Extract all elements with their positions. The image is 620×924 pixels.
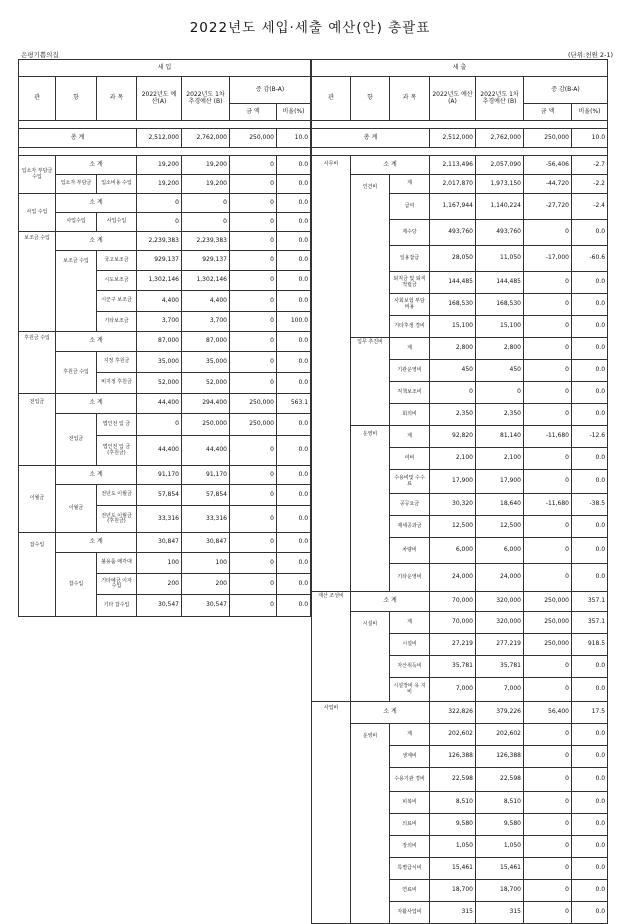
table-row: 수용기관 경비 22,598 22,598 0 0.0	[312, 768, 608, 792]
col-gwan: 관	[312, 77, 351, 121]
organization-name: 은평기쁨의집	[21, 51, 59, 59]
col-budget: 2022년도 예산(A)	[430, 77, 476, 121]
table-row: 시군구 보조금 4,400 4,400 0 0.0	[19, 291, 311, 312]
col-amount: 금 액	[524, 104, 572, 121]
table-row: 시도보조금 1,302,146 1,302,146 0 0.0	[19, 271, 311, 291]
table-row: 잡수입 소 계 30,847 30,847 0 0.0	[19, 533, 311, 553]
table-row: 공공요금 30,320 18,640 -11,680 -38.5	[312, 494, 608, 516]
table-row: 특별급식비 15,461 15,461 0 0.0	[312, 858, 608, 880]
table-row: 후원금 수입 지정 후원금 35,000 35,000 0 0.0	[19, 352, 311, 373]
table-row: 기관운영비 450 450 0 0.0	[312, 360, 608, 382]
table-row: 법인전 입 금 (후원금) 44,400 44,400 0 0.0	[19, 436, 311, 466]
table-row: 직책보조비 0 0 0 0.0	[312, 382, 608, 404]
unit-note: (단위:천원 2-1)	[567, 51, 613, 59]
revenue-total-row: 총 계 2,512,000 2,762,000 250,000 10.0	[19, 129, 311, 148]
table-row: 퇴직금 및 퇴직적립금 144,485 144,485 0 0.0	[312, 272, 608, 294]
col-gwan: 관	[19, 77, 56, 121]
table-row: 인건비 계 2,017,870 1,973,150 -44,720 -2.2	[312, 175, 608, 194]
table-row: 생계비 126,388 126,388 0 0.0	[312, 746, 608, 768]
table-row: 입소자 부담금 입소비용 수입 19,200 19,200 0 0.0	[19, 175, 311, 194]
table-row: 장의비 1,050 1,050 0 0.0	[312, 836, 608, 858]
table-row: 사무비 소 계 2,113,496 2,057,090 -56,406 -2.7	[312, 156, 608, 175]
table-row: 기타예금 이자수입 200 200 0 0.0	[19, 574, 311, 595]
table-row: 기타보조금 3,700 3,700 0 100.0	[19, 312, 311, 332]
table-row: 비지정 후원금 52,000 52,000 0 0.0	[19, 373, 311, 394]
table-row: 전년도 이월금 (후원금) 33,316 33,316 0 0.0	[19, 506, 311, 533]
table-row: 이월금 소 계 91,170 91,170 0 0.0	[19, 466, 311, 485]
expense-section-title: 세 출	[312, 60, 608, 77]
col-budget: 2022년도 예산(A)	[137, 77, 182, 121]
table-row: 일용잡급 28,050 11,050 -17,000 -60.6	[312, 246, 608, 272]
col-amount: 금 액	[230, 104, 277, 121]
col-change: 증 감(B-A)	[524, 77, 608, 104]
table-row: 시설비 계 70,000 320,000 250,000 357.1	[312, 612, 608, 634]
table-row: 입소자 부담금 수입 소 계 19,200 19,200 0 0.0	[19, 156, 311, 175]
table-row: 제세공과금 12,500 12,500 0 0.0	[312, 516, 608, 538]
col-supp-budget: 2022년도 1차추경예산 (B)	[182, 77, 230, 121]
table-row: 사업수입 사업수입 0 0 0 0.0	[19, 213, 311, 232]
table-row: 시설장비 유 지 비 7,000 7,000 0 0.0	[312, 678, 608, 702]
table-row: 기타후생 경비 15,100 15,100 0 0.0	[312, 316, 608, 338]
table-row: 잡수입 불용품 매각대 100 100 0 0.0	[19, 553, 311, 574]
table-row: 기타운영비 24,000 24,000 0 0.0	[312, 564, 608, 592]
table-row: 여비 2,100 2,100 0 0.0	[312, 448, 608, 470]
table-row: 사업비 소 계 322,826 379,226 56,400 17.5	[312, 702, 608, 724]
table-row: 회의비 2,350 2,350 0 0.0	[312, 404, 608, 426]
table-row: 제수당 493,760 493,760 0 0.0	[312, 220, 608, 246]
table-row: 사업 수입 소 계 0 0 0 0.0	[19, 194, 311, 213]
table-row: 전입금 소 계 44,400 294,400 250,000 563.1	[19, 394, 311, 414]
revenue-section-title: 세 입	[19, 60, 311, 77]
table-row: 차량비 6,000 6,000 0 0.0	[312, 538, 608, 564]
table-row: 전입금 법인전 입 금 0 250,000 250,000 0.0	[19, 414, 311, 436]
expense-total-row: 총 계 2,512,000 2,762,000 250,000 10.0	[312, 129, 608, 148]
col-supp-budget: 2022년도 1차추경예산 (B)	[476, 77, 524, 121]
table-row: 기타 잡수입 30,547 30,547 0 0.0	[19, 595, 311, 617]
table-row: 후원금 수입 소 계 87,000 87,000 0 0.0	[19, 332, 311, 352]
col-mok: 과 목	[97, 77, 137, 121]
table-row: 보조금 수입 소 계 2,239,383 2,239,383 0 0.0	[19, 232, 311, 251]
table-row: 운영비 계 202,602 202,602 0 0.0	[312, 724, 608, 746]
table-row: 수용비및 수수료 17,900 17,900 0 0.0	[312, 470, 608, 494]
table-row: 의료비 9,580 9,580 0 0.0	[312, 814, 608, 836]
table-row: 시설비 27,219 277,219 250,000 918.5	[312, 634, 608, 656]
col-hang: 항	[56, 77, 97, 121]
revenue-table	[18, 59, 311, 617]
table-row: 연료비 18,700 18,700 0 0.0	[312, 880, 608, 902]
table-row: 자산취득비 35,781 35,781 0 0.0	[312, 656, 608, 678]
col-mok: 과 목	[390, 77, 430, 121]
table-row: 보조금 수입 국고보조금 929,137 929,137 0 0.0	[19, 251, 311, 271]
page-title: 2022년도 세입·세출 예산(안) 총괄표	[189, 20, 431, 36]
table-row: 급여 1,167,944 1,140,224 -27,720 -2.4	[312, 194, 608, 220]
table-row: 자활사업비 315 315 0 0.0	[312, 902, 608, 924]
table-row: 운영비 계 92,820 81,140 -11,680 -12.6	[312, 426, 608, 448]
col-ratio: 비율(%)	[572, 104, 608, 121]
table-row: 업무 추진비 계 2,800 2,800 0 0.0	[312, 338, 608, 360]
col-change: 증 감(B-A)	[230, 77, 311, 104]
table-row: 이월금 전년도 이월금 57,854 57,854 0 0.0	[19, 485, 311, 506]
col-hang: 항	[351, 77, 390, 121]
table-row: 재산 조성비 소 계 70,000 320,000 250,000 357.1	[312, 592, 608, 612]
expense-table	[311, 59, 608, 924]
col-ratio: 비율(%)	[277, 104, 311, 121]
table-row: 사회보험 부담비용 168,530 168,530 0 0.0	[312, 294, 608, 316]
table-row: 피복비 8,510 8,510 0 0.0	[312, 792, 608, 814]
